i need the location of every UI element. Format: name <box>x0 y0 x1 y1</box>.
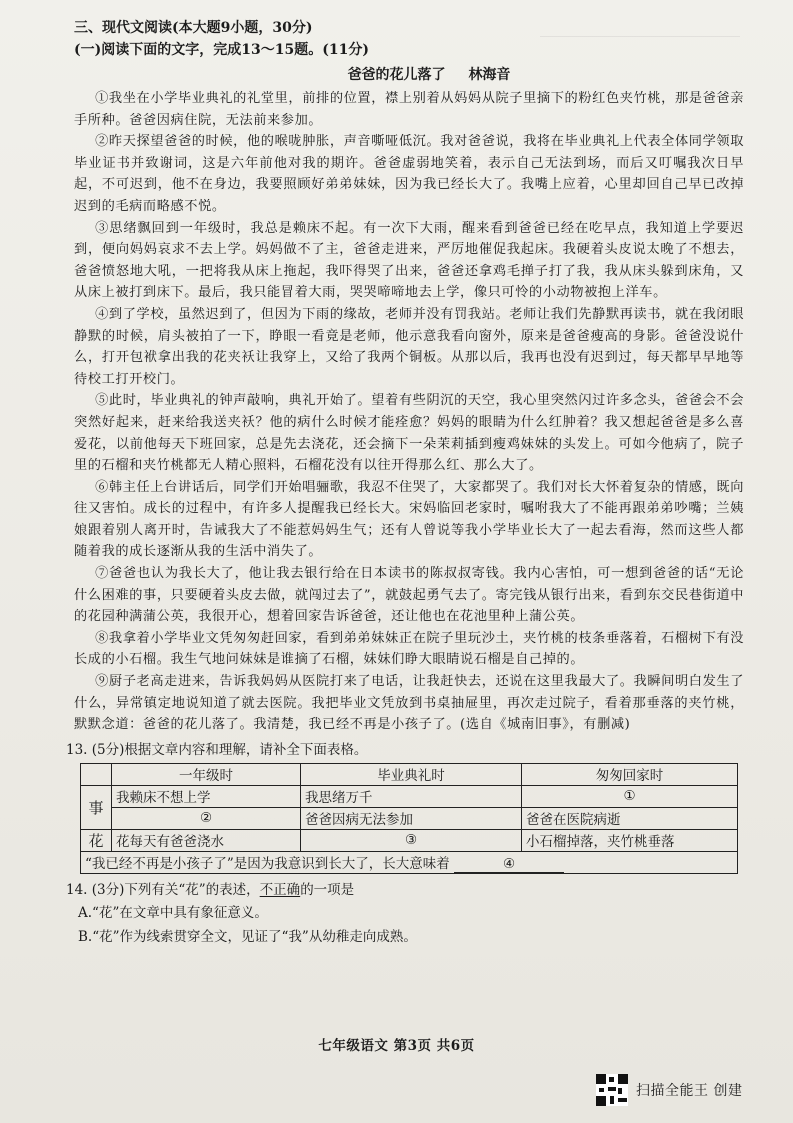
table-header-cell: 匆匆回家时 <box>522 763 738 785</box>
table-row <box>81 785 738 807</box>
q14-stem-emphasis: 不正确 <box>259 881 301 898</box>
table-row <box>81 807 738 829</box>
paragraph-5: ⑤此时，毕业典礼的钟声敲响，典礼开始了。望着有些阴沉的天空，我心里突然闪过许多念头，爸爸会不会突然好起来，赶来给我送夹袄？他的病什么时候才能痊愈？妈妈的眼睛为什么红肿着？我又想起爸爸是多么喜爱花，以前他每天下班回家，总是先去浇花，还会摘下一朵茉莉插到瘦鸡妹妹的头发上。可如今他病了，院子里的石榴和夹竹桃都无人精心照料，石榴花没有以往开得那么红、那么大了。 <box>74 393 744 474</box>
table-row <box>81 829 738 851</box>
table-header-cell: 毕业典礼时 <box>301 763 522 785</box>
page-content <box>66 18 744 949</box>
paragraph-7: ⑦爸爸也认为我长大了，他让我去银行给在日本读书的陈叔叔寄钱。我内心害怕，可一想到爸爸的话“无论什么困难的事，只要硬着头皮去做，就闯过去了”，就鼓起勇气去了。寄完钱从银行出来，看到东交民巷街道中的花园种满蒲公英，我很开心，想着回家告诉爸爸，还让他也在花池里种上蒲公英。 <box>74 566 744 625</box>
page-footer: 七年级语文 第3页 共6页 <box>318 1038 475 1054</box>
paragraph-4: ④到了学校，虽然迟到了，但因为下雨的缘故，老师并没有罚我站。老师让我们先静默再读书，就在我闭眼静默的时候，肩头被拍了一下，睁眼一看竟是老师，他示意我看向窗外，原来是爸爸瘦高的身影。爸爸没说什么，打开包袱拿出我的花夹袄让我穿上，又给了我两个铜板。从那以后，我再也没有迟到过，每天都早早地等待校工打开校门。 <box>74 306 744 387</box>
table-cell: 爸爸在医院病逝 <box>522 807 738 829</box>
section-heading: 三、现代文阅读(本大题9小题，30分) <box>74 20 313 36</box>
article-title: 爸爸的花儿落了 <box>347 67 446 83</box>
question-14-stem <box>66 880 744 901</box>
table-header-row <box>81 763 738 785</box>
table-footer-cell <box>81 851 738 873</box>
table-cell: 爸爸因病无法参加 <box>301 807 522 829</box>
answer-blank-2[interactable]: ② <box>112 807 301 829</box>
option-a[interactable]: A.“花”在文章中具有象征意义。 <box>78 904 268 921</box>
table-footer-text: “我已经不再是小孩子了”是因为我意识到长大了，长大意味着 <box>85 855 450 872</box>
question-13-stem: 13. (5分)根据文章内容和理解，请补全下面表格。 <box>66 741 368 758</box>
option-b[interactable]: B.“花”作为线索贯穿全文，见证了“我”从幼稚走向成熟。 <box>78 928 417 945</box>
paragraph-8: ⑧我拿着小学毕业文凭匆匆赶回家，看到弟弟妹妹正在院子里玩沙土，夹竹桃的枝条垂落着，石榴树下有没长成的小石榴。我生气地问妹妹是谁摘了石榴，妹妹们睁大眼睛说石榴是自己掉的。 <box>74 630 744 668</box>
paragraph-6: ⑥韩主任上台讲话后，同学们开始唱骊歌，我忍不住哭了，大家都哭了。我们对长大怀着复杂的情感，既向往又害怕。成长的过程中，有许多人提醒我已经长大。宋妈临回老家时，嘱咐我大了不能再跟弟弟吵嘴；兰姨娘跟着别人离开时，告诫我大了不能惹妈妈生气；还有人曾说等我小学毕业长大了一起去看海，然而这些人都随着我的成长逐渐从我的生活中消失了。 <box>74 479 744 560</box>
answer-blank-1[interactable]: ① <box>522 785 738 807</box>
scanner-watermark <box>596 1072 742 1108</box>
q14-stem-after: 的一项是 <box>300 881 355 898</box>
row-label-flower: 花 <box>81 829 112 851</box>
sub-heading: (一)阅读下面的文字，完成13～15题。(11分) <box>74 42 369 58</box>
paragraph-1: ①我坐在小学毕业典礼的礼堂里，前排的位置，襟上别着从妈妈从院子里摘下的粉红色夹竹桃，那是爸爸亲手所种。爸爸因病住院，无法前来参加。 <box>74 91 744 128</box>
table-cell: 我思绪万千 <box>301 785 522 807</box>
table-cell: 小石榴掉落，夹竹桃垂落 <box>522 829 738 851</box>
question-13-table <box>80 763 738 874</box>
paragraph-2: ②昨天探望爸爸的时候，他的喉咙肿胀，声音嘶哑低沉。我对爸爸说，我将在毕业典礼上代表全体同学领取毕业证书并致谢词，这是六年前他对我的期许。爸爸虚弱地笑着，表示自己无法到场，而后又叮嘱我次日早起，不可迟到，他不在身边，我要照顾好弟弟妹妹，因为我已经长大了。我嘴上应着，心里却回自己早已改掉迟到的毛病而略感不悦。 <box>74 134 744 214</box>
paragraph-3: ③思绪飘回到一年级时，我总是赖床不起。有一次下大雨，醒来看到爸爸已经在吃早点，我知道上学要迟到，便向妈妈哀求不去上学。妈妈做不了主，爸爸走进来，严厉地催促我起床。我硬着头皮说太晚了不想去，爸爸愤怒地大吼，一把将我从床上拖起，我吓得哭了出来，爸爸还拿鸡毛掸子打了我，我从床头躲到床角，又从床上被打到床下。最后，我只能冒着大雨，哭哭啼啼地去上学，像只可怜的小动物被抱上洋车。 <box>74 220 744 301</box>
table-corner-cell <box>81 763 112 785</box>
scanner-label: 扫描全能王 创建 <box>636 1083 743 1099</box>
table-cell: 我赖床不想上学 <box>112 785 301 807</box>
answer-blank-3[interactable]: ③ <box>301 829 522 851</box>
article-title-row <box>114 64 744 86</box>
row-label-event: 事 <box>81 785 112 829</box>
table-cell: 花每天有爸爸浇水 <box>112 829 301 851</box>
paragraph-9: ⑨厨子老高走进来，告诉我妈妈从医院打来了电话，让我赶快去，还说在这里我最大了。我瞬间明白发生了什么，异常镇定地说知道了就去医院。我把毕业文凭放到书桌抽屉里，再次走过院子，看着那垂落的夹竹桃，默默念道：爸爸的花儿落了。我清楚，我已经不再是小孩子了。(选自《城南旧事》，有删减) <box>74 674 744 733</box>
qr-code-icon <box>596 1074 628 1106</box>
answer-blank-4[interactable]: ④ <box>454 856 564 873</box>
q14-stem-before: 14. (3分)下列有关“花”的表述， <box>66 881 260 898</box>
table-header-cell: 一年级时 <box>112 763 301 785</box>
article-author: 林海音 <box>468 67 511 83</box>
table-footer-row <box>81 851 738 873</box>
